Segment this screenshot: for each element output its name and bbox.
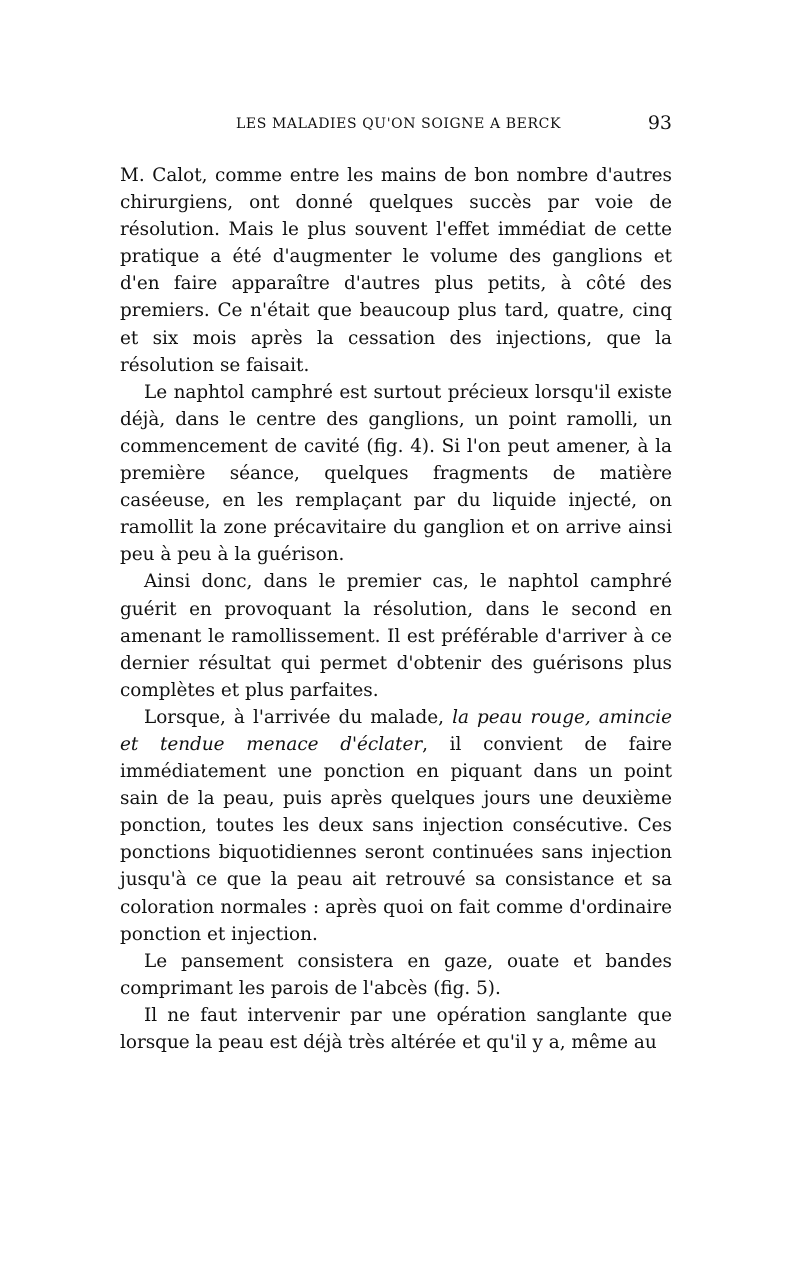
paragraph-4-rest: , il convient de faire immédiatement une ponction en piquant dans un point sain de la peau, puis après quelques jours une deuxième ponction, toutes les deux sans injection consécutive. Ces ponctions biquotidiennes seront continuées sans injection jusqu'à ce que la peau ait retrouvé sa consistance et sa coloration normales : après quoi on fait comme d'ordinaire ponction et injection. <box>120 733 672 945</box>
running-head-title: LES MALADIES QU'ON SOIGNE A BERCK <box>236 116 562 132</box>
paragraph-1: M. Calot, comme entre les mains de bon nombre d'autres chirurgiens, ont donné quelques succès par voie de résolution. Mais le plus souvent l'effet immédiat de cette pratique a été d'augmenter le volume des ganglions et d'en faire apparaître d'autres plus petits, à côté des premiers. Ce n'était que beaucoup plus tard, quatre, cinq et six mois après la cessation des injections, que la résolution se faisait. <box>120 165 672 376</box>
paragraph-5: Le pansement consistera en gaze, ouate et bandes comprimant les parois de l'abcès (fig. 5). <box>120 950 672 999</box>
paragraph-4-lead: Lorsque, à l'arrivée du malade, <box>144 706 453 728</box>
paragraph-4-italic-phrase: la peau rouge, amincie et tendue menace d'éclater <box>120 706 672 755</box>
running-head <box>120 112 672 148</box>
paragraph-6: Il ne faut intervenir par une opération sanglante que lorsque la peau est déjà très altérée et qu'il y a, même au <box>120 1004 672 1053</box>
page-number: 93 <box>647 112 672 134</box>
paragraph-2: Le naphtol camphré est surtout précieux lorsqu'il existe déjà, dans le centre des ganglions, un point ramolli, un commencement de cavité (fig. 4). Si l'on peut amener, à la première séance, quelques fragments de matière caséeuse, en les remplaçant par du liquide injecté, on ramollit la zone précavitaire du ganglion et on arrive ainsi peu à peu à la guérison. <box>120 381 672 566</box>
body-text <box>120 162 672 1056</box>
paragraph-4 <box>120 704 672 948</box>
book-page <box>120 112 672 1056</box>
paragraph-3: Ainsi donc, dans le premier cas, le naphtol camphré guérit en provoquant la résolution, dans le second en amenant le ramollissement. Il est préférable d'arriver à ce dernier résultat qui permet d'obtenir des guérisons plus complètes et plus parfaites. <box>120 571 672 701</box>
